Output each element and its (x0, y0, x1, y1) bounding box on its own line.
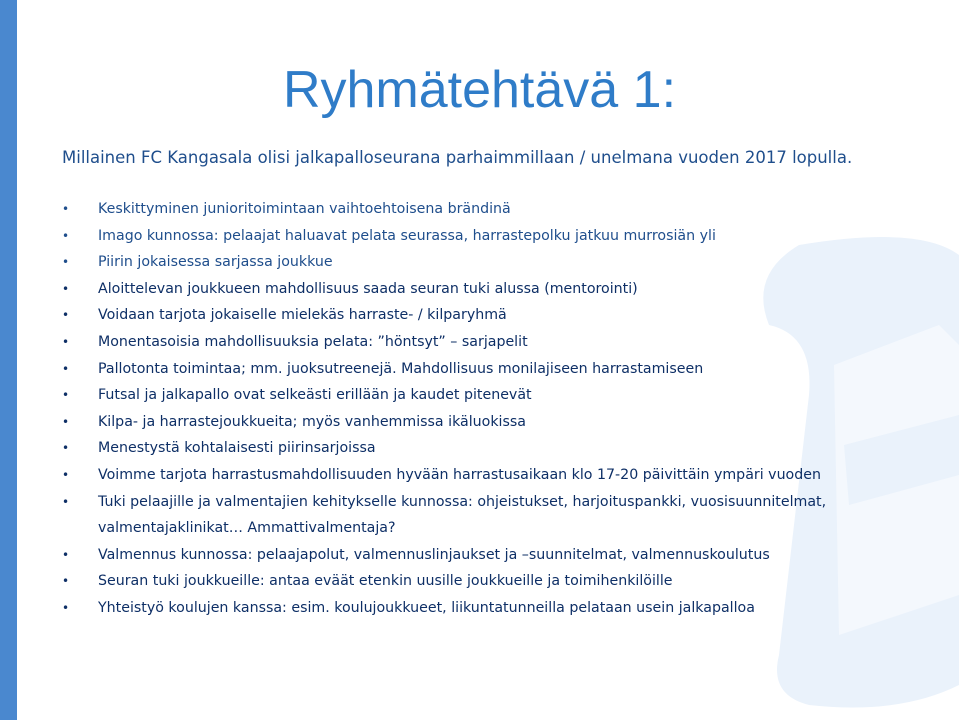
bullet-icon: • (62, 494, 70, 509)
bullet-icon: • (62, 361, 70, 376)
slide-title: Ryhmätehtävä 1: (282, 61, 677, 119)
bullet-icon: • (62, 202, 70, 216)
bullet-list (62, 196, 922, 622)
list-item: • Seuran tuki joukkueille: antaa eväät etenkin uusille joukkueille ja toimihenkilöille (62, 568, 922, 595)
bullet-icon: • (62, 441, 70, 456)
list-item: • Yhteistyö koulujen kanssa: esim. koulujoukkueet, liikuntatunneilla pelataan usein jalkapalloa (62, 595, 922, 622)
list-item: • Keskittyminen junioritoimintaan vaihtoehtoisena brändinä (62, 196, 922, 223)
list-item: • Voidaan tarjota jokaiselle mielekäs harraste- / kilparyhmä (62, 302, 922, 329)
list-item: • Menestystä kohtalaisesti piirinsarjoissa (62, 435, 922, 462)
list-item: • Voimme tarjota harrastusmahdollisuuden hyvään harrastusaikaan klo 17-20 päivittäin ympäri vuoden (62, 462, 922, 489)
list-item: • Aloittelevan joukkueen mahdollisuus saada seuran tuki alussa (mentorointi) (62, 276, 922, 303)
list-item: • Valmennus kunnossa: pelaajapolut, valmennuslinjaukset ja –suunnitelmat, valmennuskoulutus (62, 542, 922, 569)
list-item: • Piirin jokaisessa sarjassa joukkue (62, 249, 922, 276)
bullet-icon: • (62, 308, 70, 323)
bullet-icon: • (62, 600, 70, 615)
list-item: • Monentasoisia mahdollisuuksia pelata: ”höntsyt” – sarjapelit (62, 329, 922, 356)
list-item: • Tuki pelaajille ja valmentajien kehitykselle kunnossa: ohjeistukset, harjoituspankki, vuosisuunnitelmat, valmentajaklinikat… Ammattivalmentaja? (62, 489, 922, 542)
list-item: • Futsal ja jalkapallo ovat selkeästi erillään ja kaudet pitenevät (62, 382, 922, 409)
bullet-icon: • (62, 574, 70, 589)
list-item: • Kilpa- ja harrastejoukkueita; myös vanhemmissa ikäluokissa (62, 409, 922, 436)
bullet-icon: • (62, 547, 70, 562)
list-item: • Imago kunnossa: pelaajat haluavat pelata seurassa, harrastepolku jatkuu murrosiän yli (62, 223, 922, 250)
bullet-icon: • (62, 414, 70, 429)
bullet-icon: • (62, 281, 70, 296)
bullet-icon: • (62, 334, 70, 349)
bullet-icon: • (62, 467, 70, 482)
bullet-icon: • (62, 255, 70, 270)
bullet-icon: • (62, 228, 70, 243)
bullet-icon: • (62, 388, 70, 403)
list-item: • Pallotonta toimintaa; mm. juoksutreenejä. Mahdollisuus monilajiseen harrastamiseen (62, 356, 922, 383)
intro-question: Millainen FC Kangasala olisi jalkapalloseurana parhaimmillaan / unelmana vuoden 2017 lopulla. (62, 148, 853, 167)
